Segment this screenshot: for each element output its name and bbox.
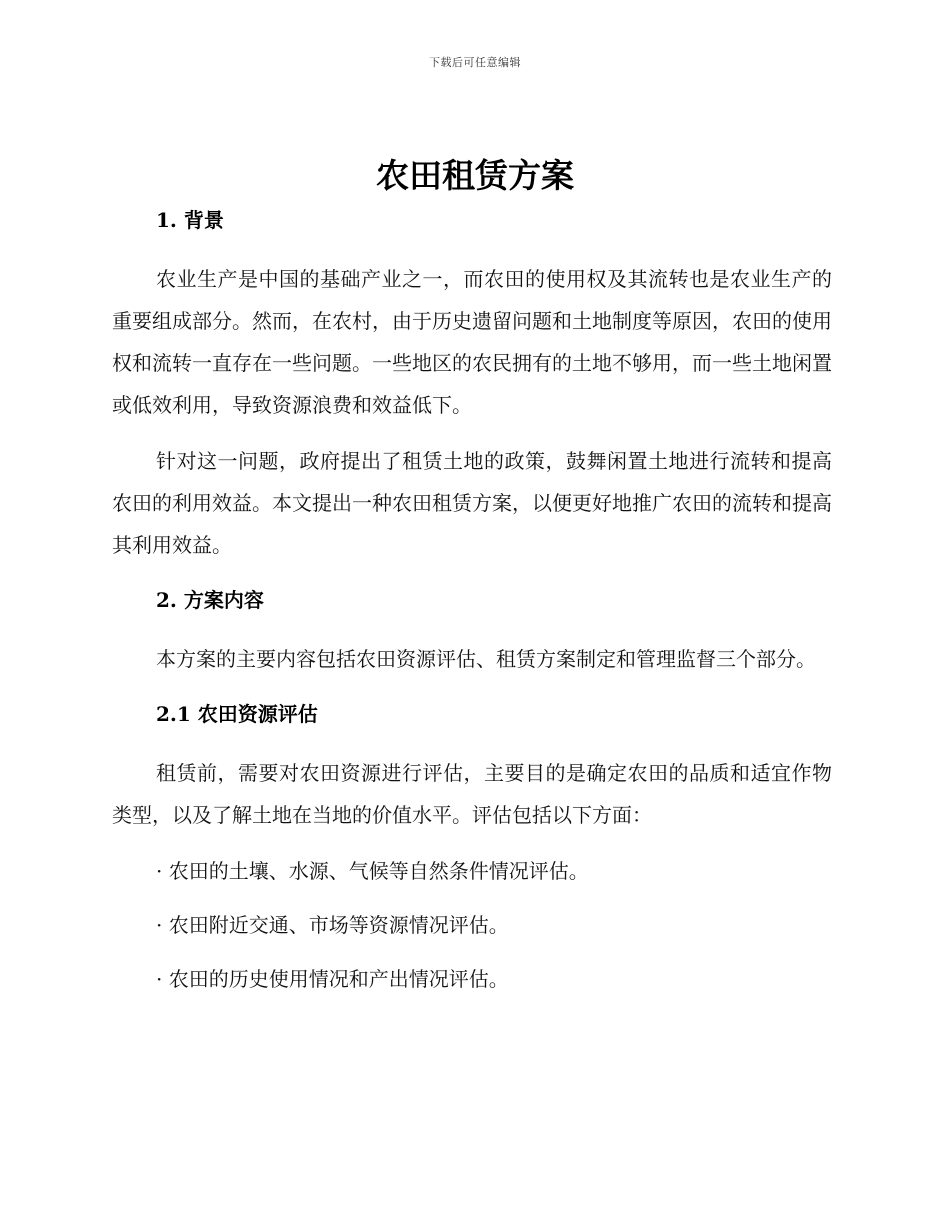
bullet-item: · 农田的历史使用情况和产出情况评估。	[156, 967, 509, 991]
document-title: 农田租赁方案	[376, 156, 574, 195]
plan-content-paragraph: 本方案的主要内容包括农田资源评估、租赁方案制定和管理监督三个部分。	[156, 647, 816, 671]
resource-evaluation-paragraph: 租赁前，需要对农田资源进行评估，主要目的是确定农田的品质和适宜作物类型，以及了解土地在当地的价值水平。评估包括以下方面：	[112, 761, 832, 827]
background-paragraph-2: 针对这一问题，政府提出了租赁土地的政策，鼓舞闲置土地进行流转和提高农田的利用效益。本文提出一种农田租赁方案，以便更好地推广农田的流转和提高其利用效益。	[112, 449, 832, 557]
section-heading-resource-evaluation: 2.1 农田资源评估	[156, 702, 318, 726]
header-note: 下载后可任意编辑	[429, 56, 521, 69]
bullet-item: · 农田的土壤、水源、气候等自然条件情况评估。	[156, 859, 589, 883]
section-heading-plan-content: 2. 方案内容	[156, 588, 264, 612]
background-paragraph-1: 农业生产是中国的基础产业之一，而农田的使用权及其流转也是农业生产的重要组成部分。然而，在农村，由于历史遗留问题和土地制度等原因，农田的使用权和流转一直存在一些问题。一些地区的农民拥有的土地不够用，而一些土地闲置或低效利用，导致资源浪费和效益低下。	[112, 267, 832, 417]
section-heading-background: 1. 背景	[156, 208, 224, 232]
bullet-item: · 农田附近交通、市场等资源情况评估。	[156, 913, 509, 937]
document-body	[112, 204, 832, 1012]
